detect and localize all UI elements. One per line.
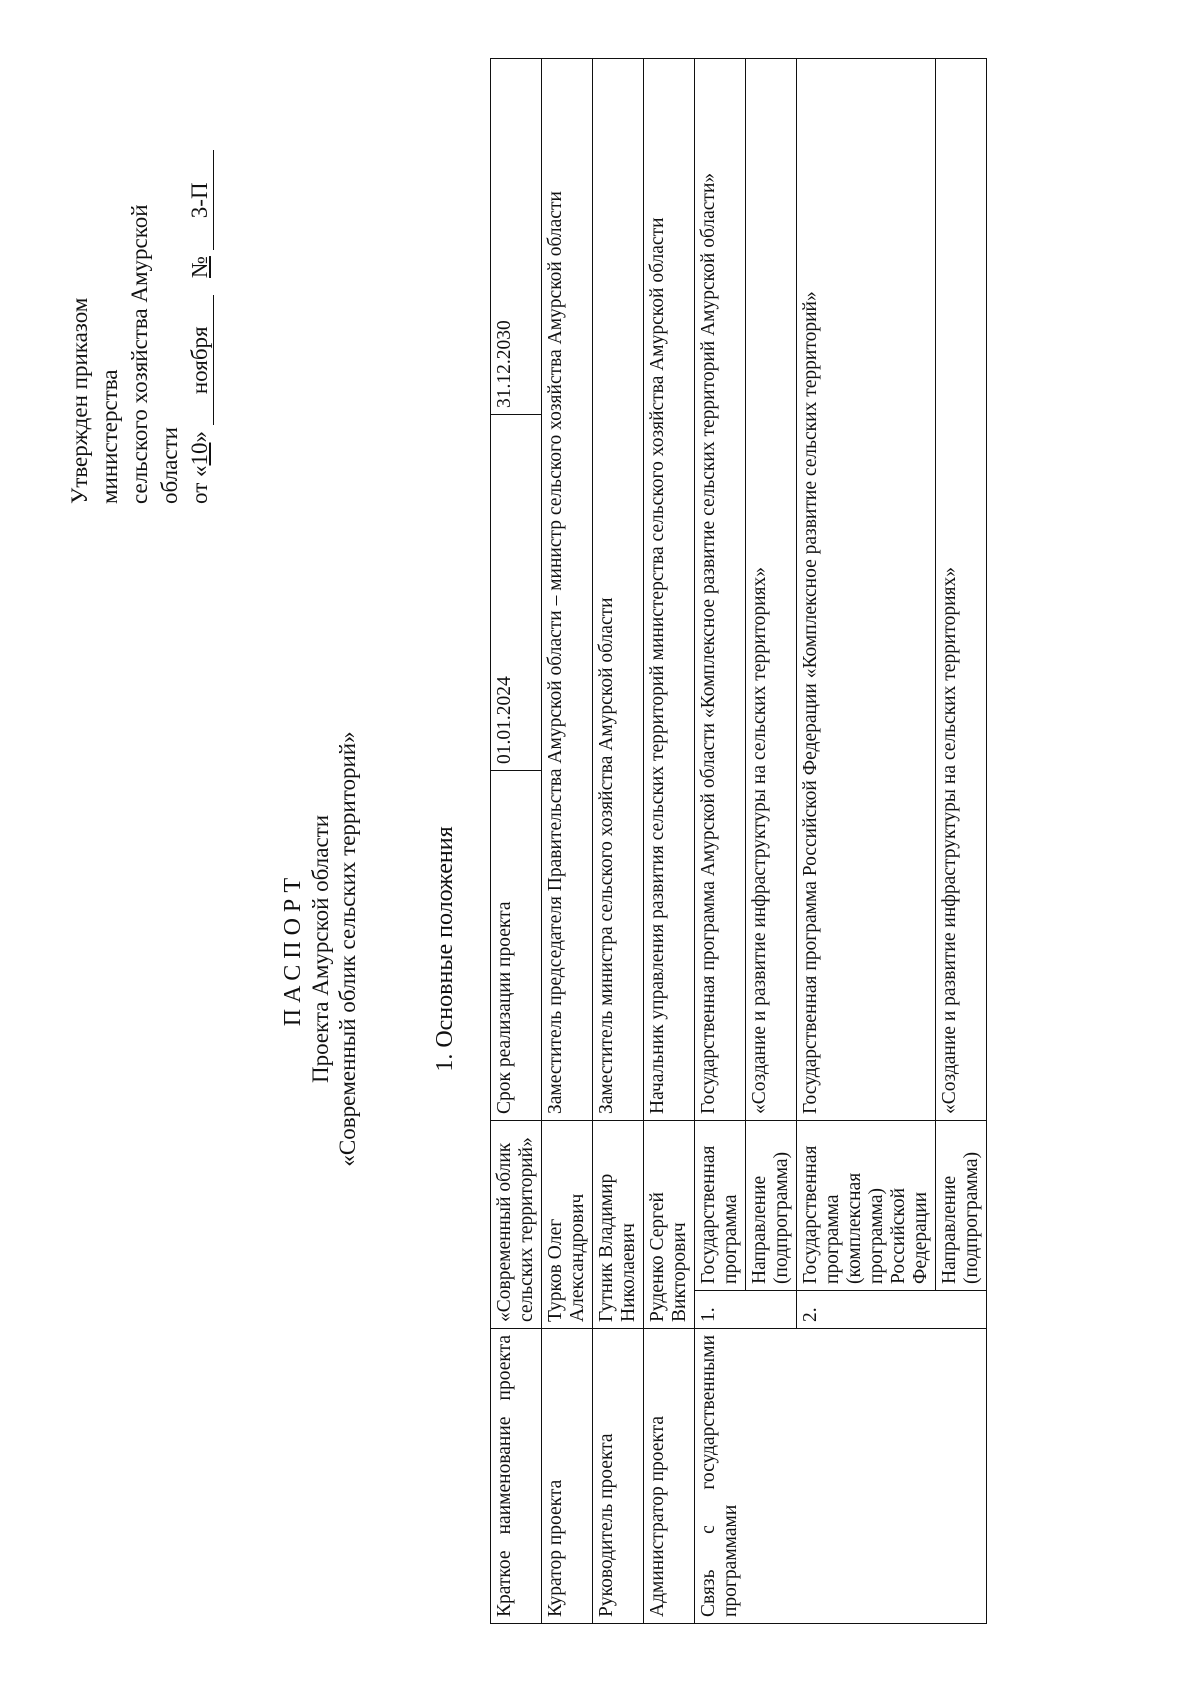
short-name-label: Краткое наименование проекта xyxy=(491,1329,542,1624)
term-start: 01.01.2024 xyxy=(491,415,542,771)
table-row xyxy=(542,59,593,1624)
program-1-label: Государственная программа xyxy=(695,1121,746,1291)
project-name: «Современный облик сельских территорий» xyxy=(335,731,360,1167)
program-1-direction-value: «Создание и развитие инфраструктуры на сельских территориях» xyxy=(746,59,797,1121)
head-name: Гутник Владимир Николаевич xyxy=(593,1121,644,1329)
number-label: № xyxy=(187,256,212,278)
admin-name: Руденко Сергей Викторович xyxy=(644,1121,695,1329)
passport-table xyxy=(490,58,987,1624)
section-title: 1. Основные положения xyxy=(432,826,458,1072)
program-2-direction-label: Направление (подпрограмма) xyxy=(936,1121,987,1291)
admin-position: Начальник управления развития сельских территорий министерства сельского хозяйства Амурской области xyxy=(644,59,695,1121)
program-1-num: 1. xyxy=(695,1291,797,1329)
date-prefix: от « xyxy=(187,465,212,504)
approval-date-line xyxy=(185,84,215,504)
table-row xyxy=(695,59,746,1624)
program-2-direction-value: «Создание и развитие инфраструктуры на сельских территориях» xyxy=(936,59,987,1121)
admin-label: Администратор проекта xyxy=(644,1329,695,1624)
document-title: ПАСПОРТ xyxy=(280,871,306,1027)
curator-label: Куратор проекта xyxy=(542,1329,593,1624)
program-2-num: 2. xyxy=(797,1291,987,1329)
date-month: ноября xyxy=(187,295,214,425)
table-row xyxy=(593,59,644,1624)
term-label: Срок реализации проекта xyxy=(491,771,542,1121)
approval-stamp xyxy=(65,84,215,504)
head-label: Руководитель проекта xyxy=(593,1329,644,1624)
program-1-direction-label: Направление (подпрограмма) xyxy=(746,1121,797,1291)
curator-position: Заместитель председателя Правительства Амурской области – министр сельского хозяйства Амурской области xyxy=(542,59,593,1121)
table-row xyxy=(491,59,542,1624)
approval-line-4: области xyxy=(157,427,182,504)
program-1-value: Государственная программа Амурской области «Комплексное развитие сельских территорий Амурской области» xyxy=(695,59,746,1121)
document-subtitle: Проекта Амурской области xyxy=(308,814,333,1084)
program-2-label: Государственная программа (комплексная программа) Российской Федерации xyxy=(797,1121,936,1291)
short-name-value: «Современный облик сельских территорий» xyxy=(491,1121,542,1329)
curator-name: Турков Олег Александрович xyxy=(542,1121,593,1329)
programs-label: Связь с государственными программами xyxy=(695,1329,987,1624)
head-position: Заместитель министра сельского хозяйства Амурской области xyxy=(593,59,644,1121)
approval-line-3: сельского хозяйства Амурской xyxy=(127,204,152,504)
date-day: 10 xyxy=(187,442,212,466)
date-mid: » xyxy=(187,431,212,443)
program-2-value: Государственная программа Российской Федерации «Комплексное развитие сельских территорий» xyxy=(797,59,936,1121)
approval-line-2: министерства xyxy=(97,369,122,504)
table-row xyxy=(644,59,695,1624)
document-heading xyxy=(280,499,361,1399)
order-number: 3-П xyxy=(187,150,214,250)
term-end: 31.12.2030 xyxy=(491,59,542,415)
approval-line-1: Утвержден приказом xyxy=(67,297,92,504)
